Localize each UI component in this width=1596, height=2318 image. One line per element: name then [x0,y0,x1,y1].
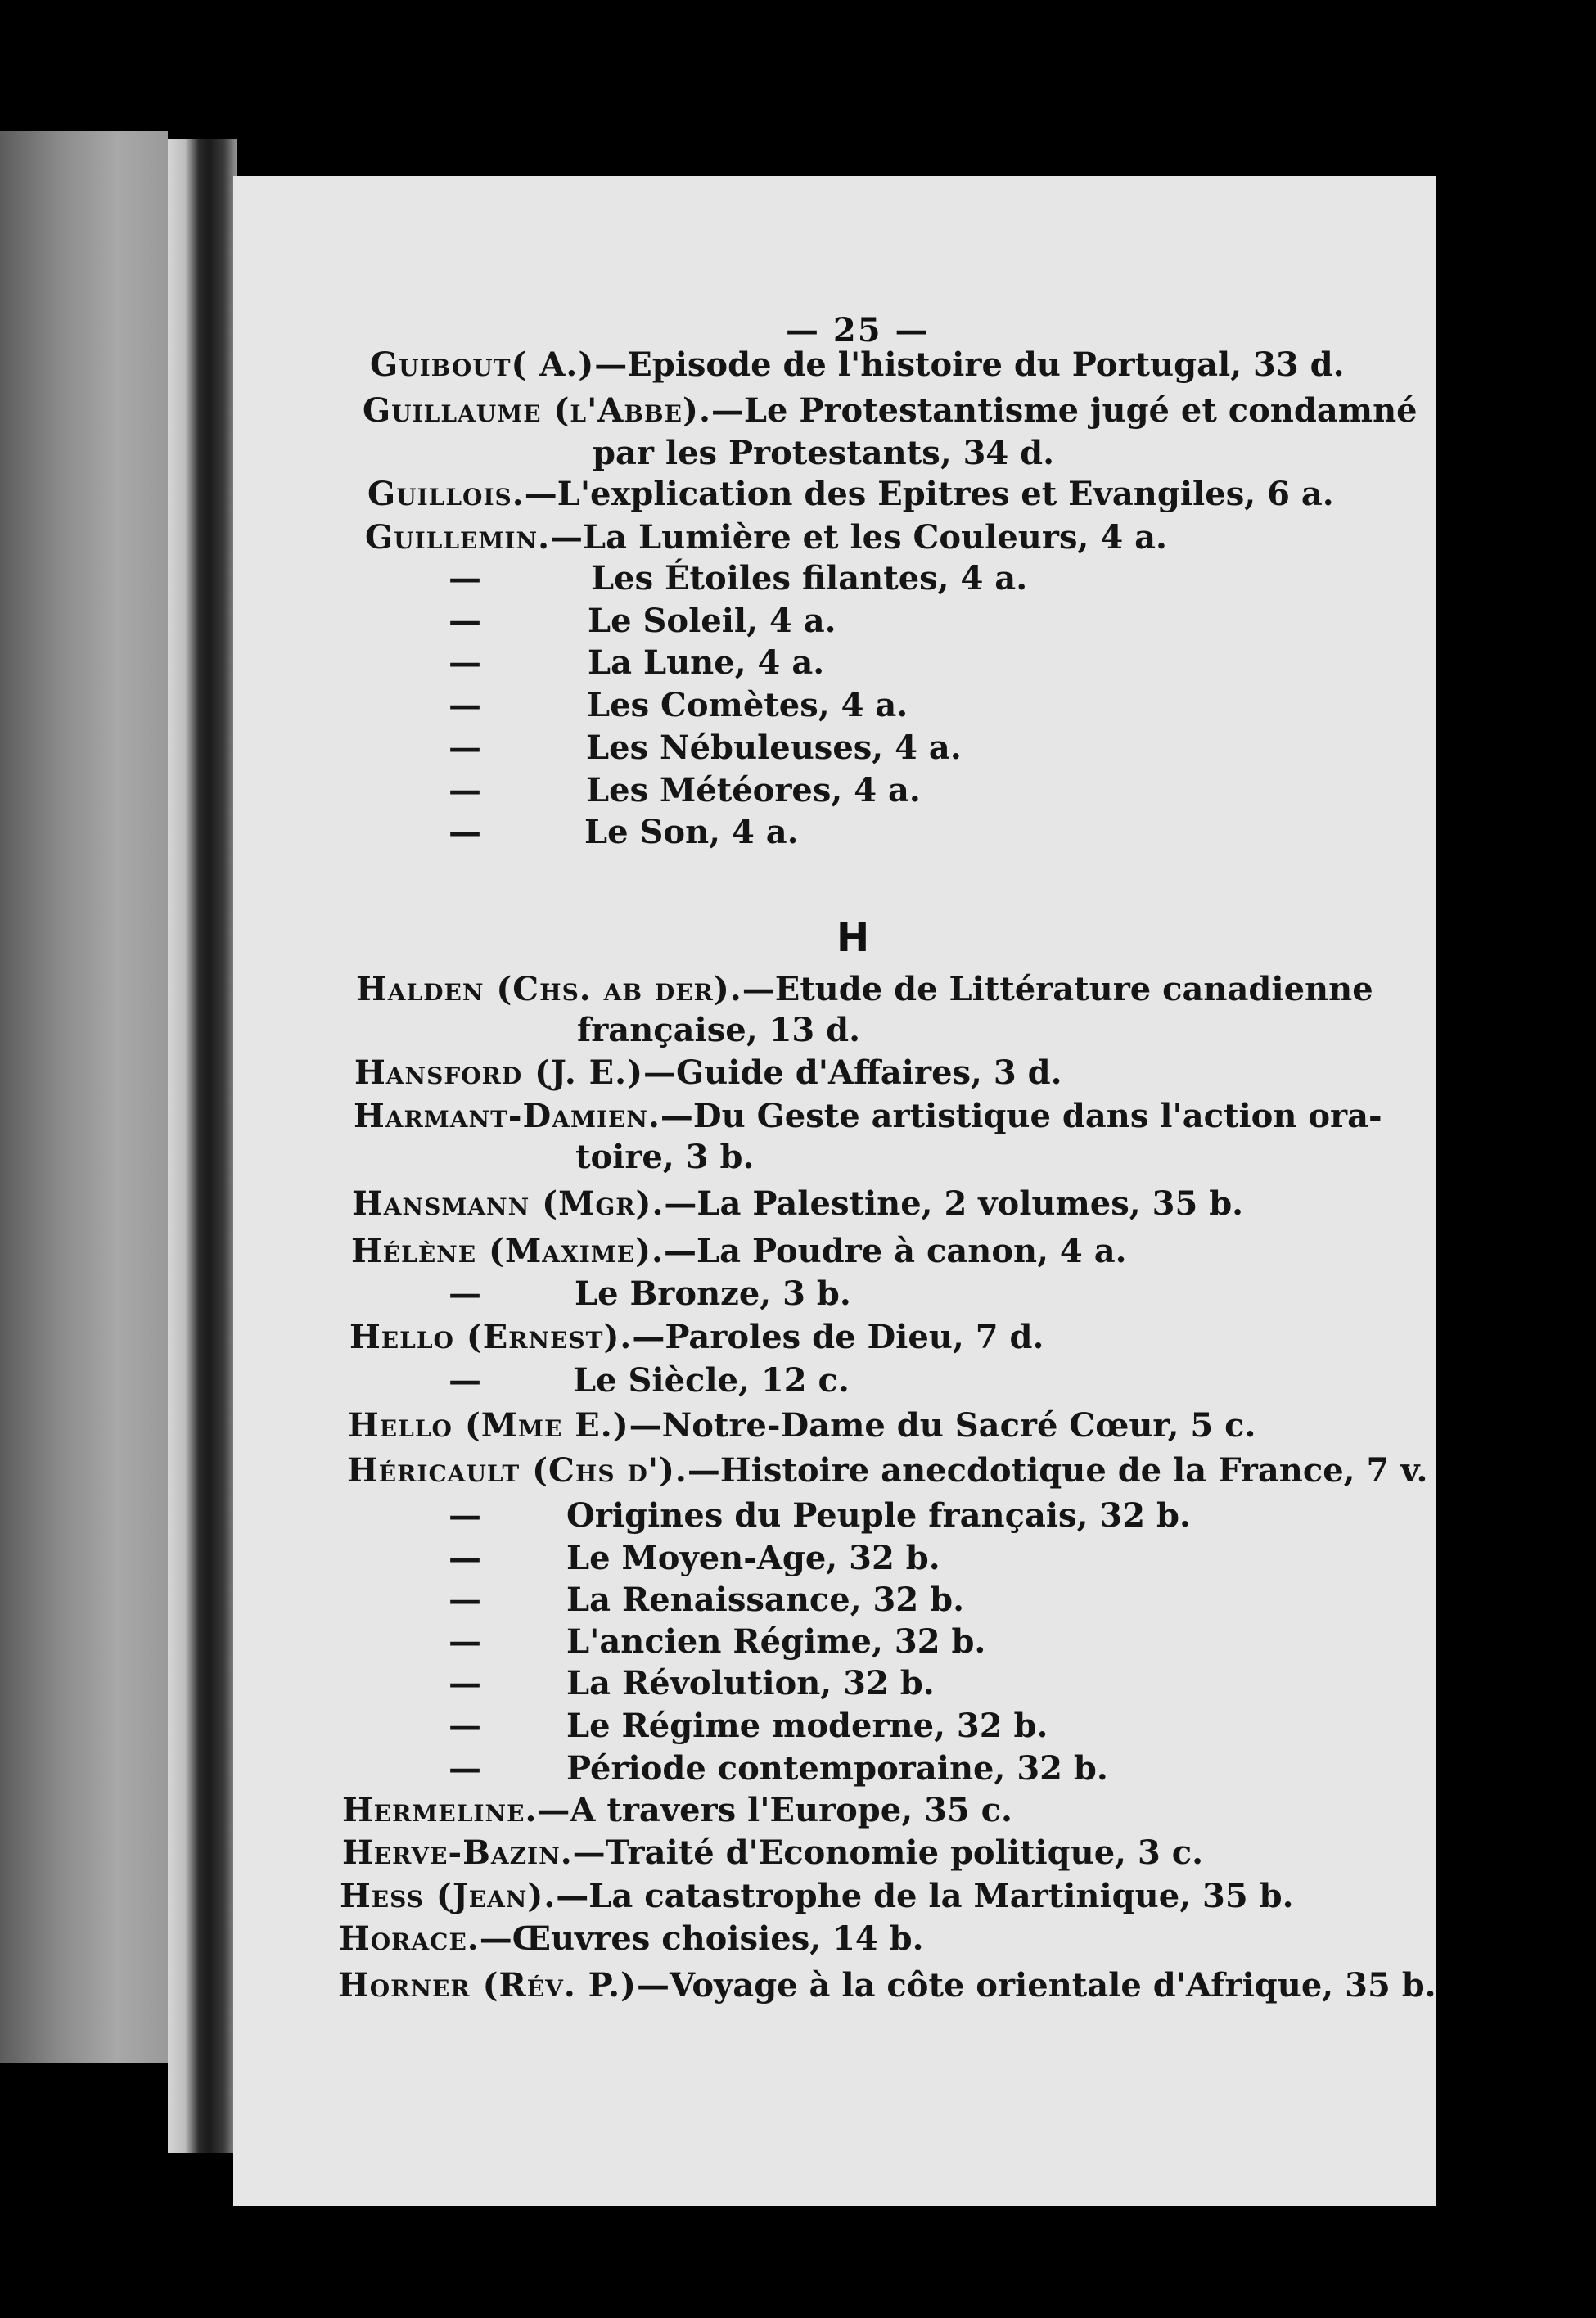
catalog-entry [566,1581,964,1619]
entry-title: —La Lumière et les Couleurs, 4 a. [550,518,1167,557]
ditto-dash: — [449,1274,481,1313]
catalog-entry [339,1919,924,1958]
catalog-entry [588,643,824,682]
entry-title: L'ancien Régime, 32 b. [566,1622,986,1661]
entry-author: Horner (Rév. P.) [338,1966,637,2005]
catalog-entry [586,728,962,767]
catalog-entry [338,1966,1436,2005]
entry-title: —Histoire anecdotique de la France, 7 v. [687,1451,1428,1490]
entry-title: —La Poudre à canon, 4 a. [663,1232,1127,1270]
catalog-entry [354,1097,1382,1135]
catalog-entry [566,1707,1048,1745]
catalog-entry [351,1232,1127,1270]
entry-title: —A travers l'Europe, 35 c. [537,1791,1012,1829]
entry-title: —L'explication des Epitres et Evangiles, 6 a. [524,475,1334,513]
ditto-dash: — [449,1361,481,1400]
entry-author: Hello (Ernest). [349,1318,633,1356]
catalog-entry [593,434,1054,472]
catalog-entry [584,813,799,851]
entry-author: Guillois. [367,475,525,513]
entry-title: Période contemporaine, 32 b. [566,1749,1108,1788]
entry-author: Horace. [339,1919,480,1958]
ditto-dash: — [449,771,481,809]
section-letter: H [836,915,870,961]
entry-title: La Renaissance, 32 b. [566,1581,965,1619]
entry-title: française, 13 d. [577,1011,861,1049]
entry-title: Le Moyen-Age, 32 b. [566,1539,940,1577]
entry-author: Hess (Jean). [340,1877,557,1915]
entry-author: Héricault (Chs d'). [347,1451,688,1490]
entry-title: Les Nébuleuses, 4 a. [586,728,962,767]
entry-author: Harmant-Damien. [354,1097,660,1135]
catalog-entry [365,518,1167,557]
entry-title: —Du Geste artistique dans l'action ora- [660,1097,1382,1135]
entry-title: —Episode de l'histoire du Portugal, 33 d. [594,345,1345,384]
catalog-entry [356,970,1373,1008]
entry-author: Hermeline. [342,1791,538,1829]
entry-author: Herve-Bazin. [342,1833,573,1872]
page-number: — 25 — [786,311,930,350]
ditto-dash: — [449,1496,481,1535]
ditto-dash: — [449,643,481,682]
entry-title: —Œuvres choisies, 14 b. [479,1919,924,1958]
entry-author: Hélène (Maxime). [351,1232,664,1270]
catalog-entry [575,1138,754,1176]
catalog-entry [566,1539,940,1577]
ditto-dash: — [449,1707,481,1745]
entry-title: Le Bronze, 3 b. [575,1274,851,1313]
entry-author: Hansmann (Mgr). [352,1184,665,1223]
entry-title: —Notre-Dame du Sacré Cœur, 5 c. [629,1406,1256,1445]
entry-title: La Révolution, 32 b. [566,1664,935,1702]
entry-author: Hello (Mme E.) [348,1406,629,1445]
catalog-entry [354,1053,1062,1092]
entry-author: Guibout( A.) [370,345,595,384]
ditto-dash: — [449,1749,481,1788]
entry-title: —Paroles de Dieu, 7 d. [632,1318,1044,1356]
ditto-dash: — [449,1581,481,1619]
entry-title: Les Étoiles filantes, 4 a. [591,559,1028,598]
ditto-dash: — [449,559,481,598]
catalog-entry [591,559,1027,598]
catalog-entry [566,1749,1108,1788]
catalog-entry [349,1318,1044,1356]
entry-title: Le Son, 4 a. [584,813,799,851]
entry-title: Les Météores, 4 a. [586,771,921,809]
catalog-entry [566,1496,1191,1535]
ditto-dash: — [449,813,481,851]
catalog-entry [342,1833,1203,1872]
ditto-dash: — [449,602,481,640]
entry-title: toire, 3 b. [575,1138,755,1176]
entry-title: Le Siècle, 12 c. [573,1361,850,1400]
entry-title: Les Comètes, 4 a. [587,686,908,724]
entry-author: Hansford (J. E.) [354,1053,644,1092]
catalog-entry [342,1791,1012,1829]
catalog-entry [587,686,908,724]
catalog-entry [348,1406,1256,1445]
catalog-entry [575,1274,851,1313]
catalog-entry [363,391,1418,430]
entry-title: —Voyage à la côte orientale d'Afrique, 35 b. [636,1966,1436,2005]
ditto-dash: — [449,1622,481,1661]
catalog-entry [352,1184,1243,1223]
entry-title: —La Palestine, 2 volumes, 35 b. [664,1184,1244,1223]
catalog-entry [566,1622,985,1661]
catalog-entry [367,475,1334,513]
ditto-dash: — [449,1539,481,1577]
ditto-dash: — [449,686,481,724]
entry-title: Le Régime moderne, 32 b. [566,1707,1048,1745]
entry-title: —Guide d'Affaires, 3 d. [643,1053,1062,1092]
catalog-entry [340,1877,1294,1915]
entry-title: par les Protestants, 34 d. [593,434,1055,472]
ditto-dash: — [449,728,481,767]
entry-title: La Lune, 4 a. [588,643,825,682]
entry-title: —Le Protestantisme jugé et condamné [710,391,1418,430]
ditto-dash: — [449,1664,481,1702]
catalog-entry [577,1011,860,1049]
entry-title: —La catastrophe de la Martinique, 35 b. [556,1877,1294,1915]
entry-title: —Traité d'Economie politique, 3 c. [572,1833,1204,1872]
entry-author: Halden (Chs. ab der). [356,970,742,1008]
entry-author: Guillaume (l'Abbe). [363,391,711,430]
catalog-entry [586,771,921,809]
entry-title: Le Soleil, 4 a. [588,602,836,640]
catalog-entry [573,1361,850,1400]
catalog-entry [370,345,1345,384]
entry-title: Origines du Peuple français, 32 b. [566,1496,1191,1535]
entry-author: Guillemin. [365,518,551,557]
catalog-entry [347,1451,1427,1490]
entry-title: —Etude de Littérature canadienne [742,970,1373,1008]
catalog-entry [566,1664,935,1702]
catalog-entry [588,602,836,640]
